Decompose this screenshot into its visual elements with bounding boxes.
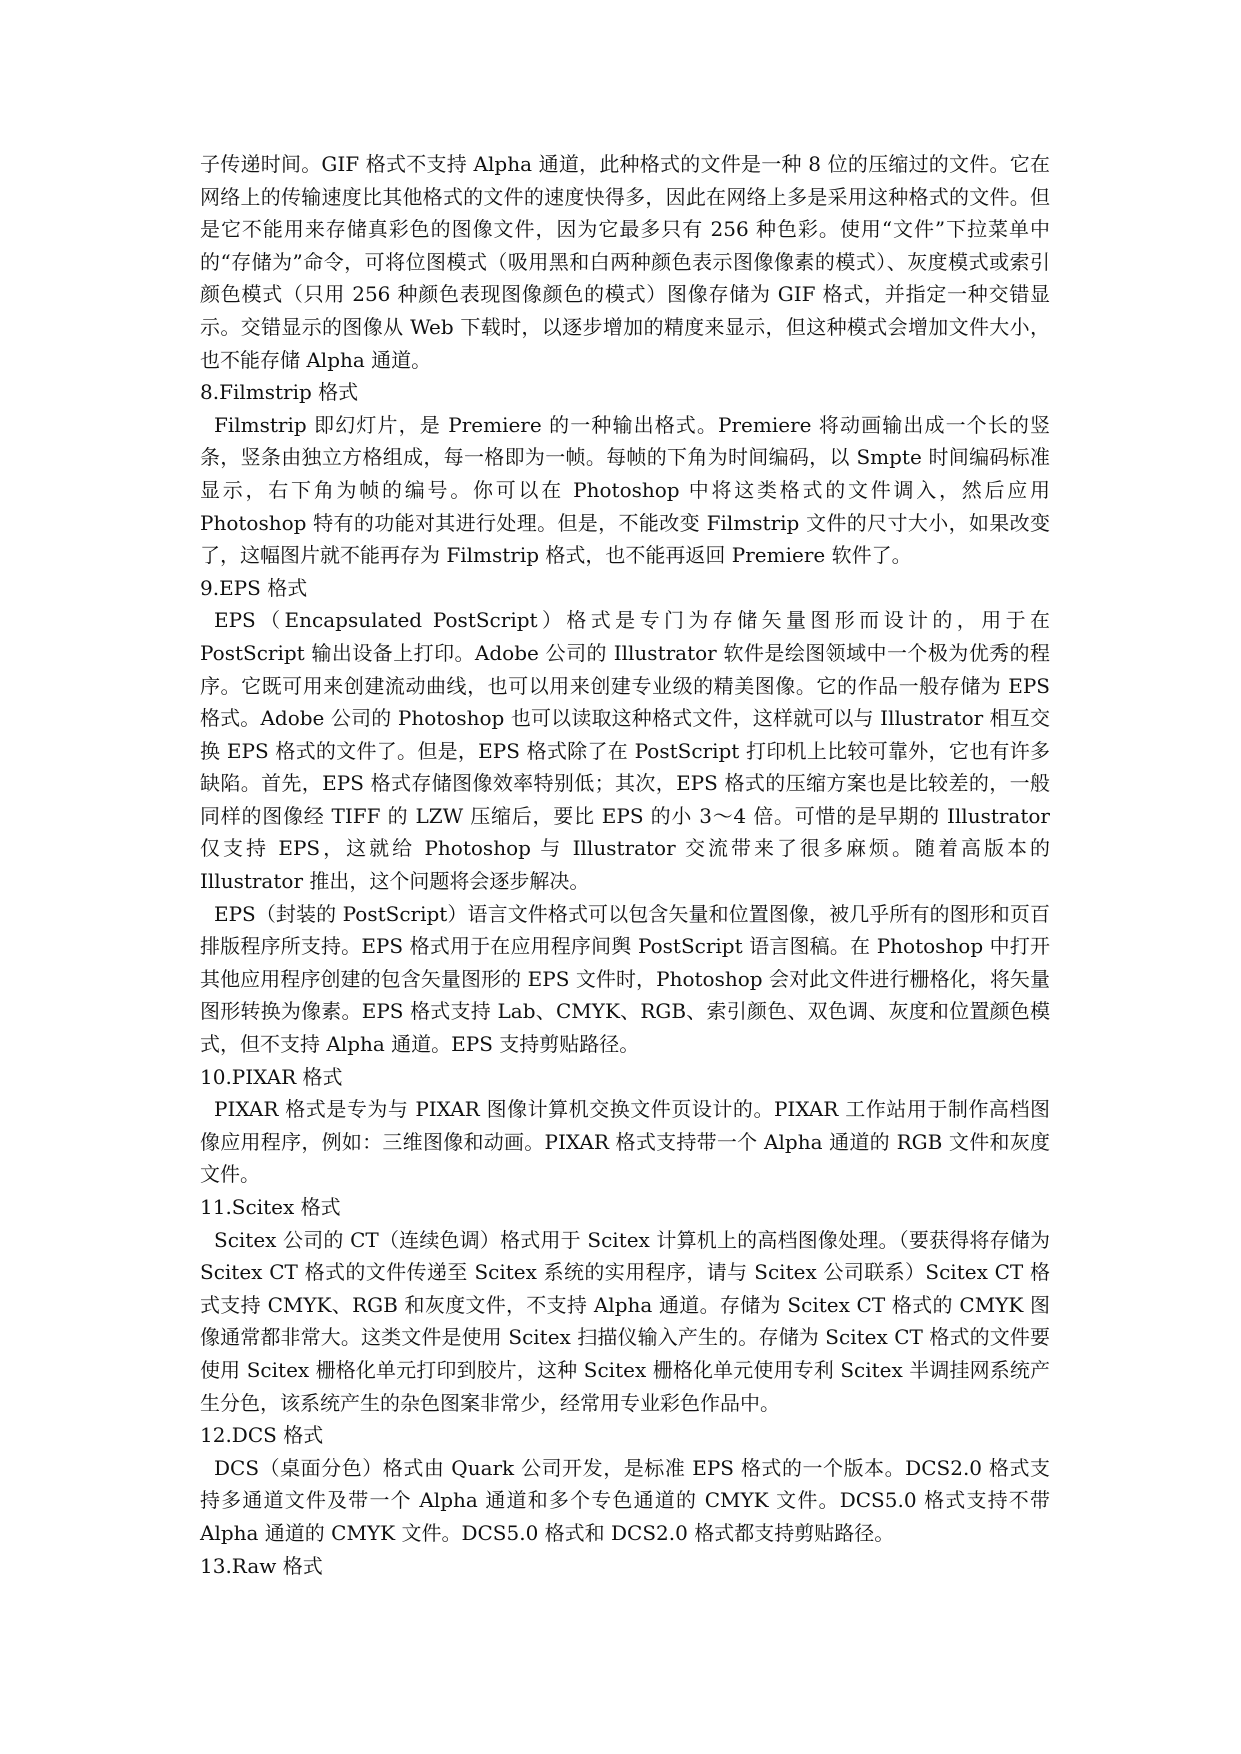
- paragraph-pixar: PIXAR 格式是专为与 PIXAR 图像计算机交换文件页设计的。PIXAR 工作站用于制作高档图像应用程序，例如：三维图像和动画。PIXAR 格式支持带一个 Alpha 通道的 RGB 文件和灰度文件。: [200, 1097, 1050, 1187]
- heading-dcs: 12.DCS 格式: [200, 1423, 324, 1448]
- heading-raw: 13.Raw 格式: [200, 1553, 323, 1578]
- document-page: [200, 148, 1050, 1582]
- paragraph-eps-1: EPS（Encapsulated PostScript）格式是专门为存储矢量图形而设计的，用于在 PostScript 输出设备上打印。Adobe 公司的 Illustrator 软件是绘图领域中一个极为优秀的程序。它既可用来创建流动曲线，也可以用来创建专业级的精美图像。它的作品一般存储为 EPS 格式。Adobe 公司的 Photoshop 也可以读取这种格式文件，这样就可以与 Illustrator 相互交换 EPS 格式的文件了。但是，EPS 格式除了在 PostScript 打印机上比较可靠外，它也有许多缺陷。首先，EPS 格式存储图像效率特别低；其次，EPS 格式的压缩方案也是比较差的，一般同样的图像经 TIFF 的 LZW 压缩后，要比 EPS 的小 3～4 倍。可惜的是早期的 Illustrator 仅支持 EPS，这就给 Photoshop 与 Illustrator 交流带来了很多麻烦。随着高版本的 Illustrator 推出，这个问题将会逐步解决。: [200, 608, 1050, 894]
- paragraph-gif-continued: 子传递时间。GIF 格式不支持 Alpha 通道，此种格式的文件是一种 8 位的压缩过的文件。它在网络上的传输速度比其他格式的文件的速度快得多，因此在网络上多是采用这种格式的文件。但是它不能用来存储真彩色的图像文件，因为它最多只有 256 种色彩。使用“文件”下拉菜单中的“存储为”命令，可将位图模式（吸用黑和白两种颜色表示图像像素的模式）、灰度模式或索引颜色模式（只用 256 种颜色表现图像颜色的模式）图像存储为 GIF 格式，并指定一种交错显示。交错显示的图像从 Web 下载时，以逐步增加的精度来显示，但这种模式会增加文件大小，也不能存储 Alpha 通道。: [200, 152, 1050, 372]
- heading-eps: 9.EPS 格式: [200, 575, 308, 600]
- heading-filmstrip: 8.Filmstrip 格式: [200, 380, 359, 405]
- paragraph-dcs: DCS（桌面分色）格式由 Quark 公司开发，是标准 EPS 格式的一个版本。DCS2.0 格式支持多通道文件及带一个 Alpha 通道和多个专色通道的 CMYK 文件。DCS5.0 格式支持不带 Alpha 通道的 CMYK 文件。DCS5.0 格式和 DCS2.0 格式都支持剪贴路径。: [200, 1455, 1050, 1545]
- paragraph-scitex: Scitex 公司的 CT（连续色调）格式用于 Scitex 计算机上的高档图像处理。（要获得将存储为 Scitex CT 格式的文件传递至 Scitex 系统的实用程序，请与 Scitex 公司联系）Scitex CT 格式支持 CMYK、RGB 和灰度文件，不支持 Alpha 通道。存储为 Scitex CT 格式的 CMYK 图像通常都非常大。这类文件是使用 Scitex 扫描仪输入产生的。存储为 Scitex CT 格式的文件要使用 Scitex 栅格化单元打印到胶片，这种 Scitex 栅格化单元使用专利 Scitex 半调挂网系统产生分色，该系统产生的杂色图案非常少，经常用专业彩色作品中。: [200, 1227, 1050, 1415]
- paragraph-eps-2: EPS（封装的 PostScript）语言文件格式可以包含矢量和位置图像，被几乎所有的图形和页百排版程序所支持。EPS 格式用于在应用程序间舆 PostScript 语言图稿。在 Photoshop 中打开其他应用程序创建的包含矢量图形的 EPS 文件时，Photoshop 会对此文件进行栅格化，将矢量图形转换为像素。EPS 格式支持 Lab、CMYK、RGB、索引颜色、双色调、灰度和位置颜色模式，但不支持 Alpha 通道。EPS 支持剪贴路径。: [200, 901, 1050, 1057]
- paragraph-filmstrip: Filmstrip 即幻灯片，是 Premiere 的一种输出格式。Premiere 将动画输出成一个长的竖条，竖条由独立方格组成，每一格即为一帧。每帧的下角为时间编码，以 Smpte 时间编码标准显示，右下角为帧的编号。你可以在 Photoshop 中将这类格式的文件调入，然后应用 Photoshop 特有的功能对其进行处理。但是，不能改变 Filmstrip 文件的尺寸大小，如果改变了，这幅图片就不能再存为 Filmstrip 格式，也不能再返回 Premiere 软件了。: [200, 412, 1050, 568]
- heading-pixar: 10.PIXAR 格式: [200, 1064, 343, 1089]
- heading-scitex: 11.Scitex 格式: [200, 1195, 341, 1219]
